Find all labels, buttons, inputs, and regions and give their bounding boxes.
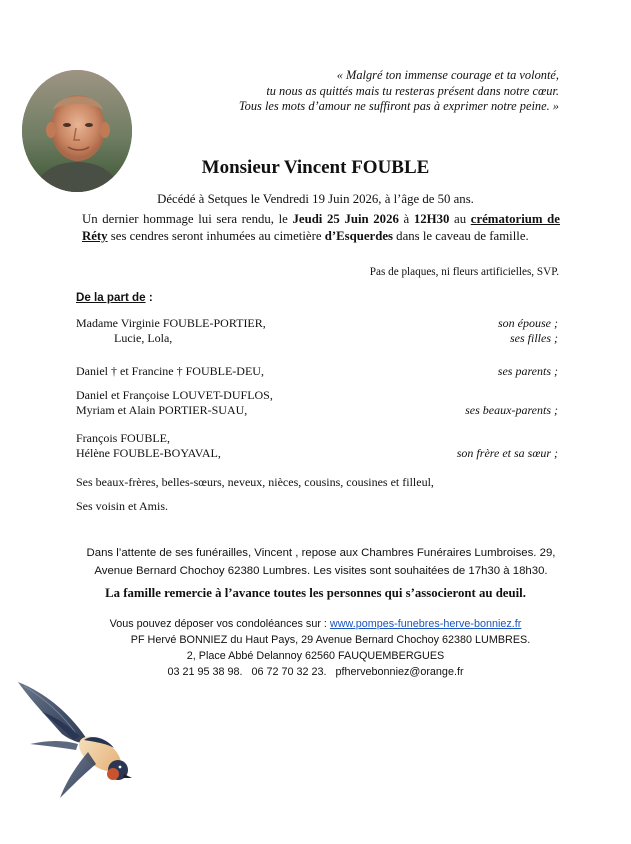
family-group (76, 364, 558, 380)
quote-line: « Malgré ton immense courage et ta volonté, (336, 68, 559, 82)
from-label-colon: : (145, 291, 153, 304)
thanks-message: La famille remercie à l’avance toutes les personnes qui s’associeront au deuil. (105, 586, 526, 600)
ceremony-place: crématorium de Réty (82, 212, 560, 243)
family-name: Daniel et Françoise LOUVET-DUFLOS, (76, 388, 273, 402)
ceremony-text: dans le caveau de famille. (392, 229, 529, 243)
company-line: PF Hervé BONNIEZ du Haut Pays, 29 Avenue Bernard Chochoy 62380 LUMBRES. (130, 634, 531, 646)
phone-number: 06 72 70 32 23. (251, 666, 327, 678)
ceremony-text: ses cendres seront inhumées au cimetière (107, 229, 325, 243)
ceremony-info (82, 211, 560, 245)
swallow-illustration (14, 674, 144, 804)
quote (159, 68, 559, 115)
neighbors-friends: Ses voisin et Amis. (76, 499, 169, 513)
quote-line: tu nous as quittés mais tu resteras présent dans notre cœur. (266, 83, 559, 98)
family-name: François FOUBLE, (76, 431, 170, 445)
website-link[interactable]: www.pompes-funebres-herve-bonniez.fr (329, 618, 522, 630)
ceremony-text: à (398, 212, 414, 226)
phone-number: 03 21 95 38 98. (167, 666, 243, 678)
page-title: Monsieur Vincent FOUBLE (201, 157, 430, 178)
from-label (76, 291, 153, 304)
family-relation: son épouse ; (498, 316, 558, 330)
family-name: Lucie, Lola, (114, 331, 173, 345)
condolences-label: Vous pouvez déposer vos condoléances sur : (109, 618, 330, 630)
ceremony-text: Un dernier hommage lui sera rendu, le (82, 212, 293, 226)
extended-family: Ses beaux-frères, belles-sœurs, neveux, nièces, cousins, cousines et filleul, (76, 475, 434, 489)
family-relation: son frère et sa sœur ; (456, 446, 558, 460)
death-notice: Décédé à Setques le Vendredi 19 Juin 2026, à l’âge de 50 ans. (157, 192, 474, 206)
repose-line: Avenue Bernard Chochoy 62380 Lumbres. Les visites sont souhaitées de 17h30 à 18h30. (94, 565, 548, 577)
ceremony-text: au (449, 212, 471, 226)
funeral-home-contact (0, 616, 631, 680)
family-group (76, 316, 558, 346)
family-relation: ses parents ; (497, 364, 558, 378)
family-relation: ses filles ; (510, 331, 558, 345)
repose-line: Dans l’attente de ses funérailles, Vincent , repose aux Chambres Funéraires Lumbroises. 29, (86, 547, 556, 559)
cemetery-name: d’Esquerdes (324, 229, 393, 243)
family-group (76, 431, 558, 461)
ceremony-time: 12H30 (413, 212, 450, 226)
family-group (76, 388, 558, 418)
family-name: Madame Virginie FOUBLE-PORTIER, (76, 316, 266, 330)
address-line: 2, Place Abbé Delannoy 62560 FAUQUEMBERGUES (186, 650, 445, 662)
no-flowers-note: Pas de plaques, ni fleurs artificielles, SVP. (369, 266, 559, 278)
repose-info (76, 544, 566, 580)
from-label-text: De la part de (76, 291, 146, 304)
family-name: Daniel † et Francine † FOUBLE-DEU, (76, 364, 264, 378)
email-address: pfhervebonniez@orange.fr (335, 666, 464, 678)
ceremony-date: Jeudi 25 Juin 2026 (292, 212, 399, 226)
condolences-line (0, 616, 631, 632)
family-name: Hélène FOUBLE-BOYAVAL, (76, 446, 221, 460)
family-relation: ses beaux-parents ; (465, 403, 558, 417)
family-name: Myriam et Alain PORTIER-SUAU, (76, 403, 248, 417)
quote-line: Tous les mots d’amour ne suffiront pas à exprimer notre peine. » (238, 99, 559, 113)
